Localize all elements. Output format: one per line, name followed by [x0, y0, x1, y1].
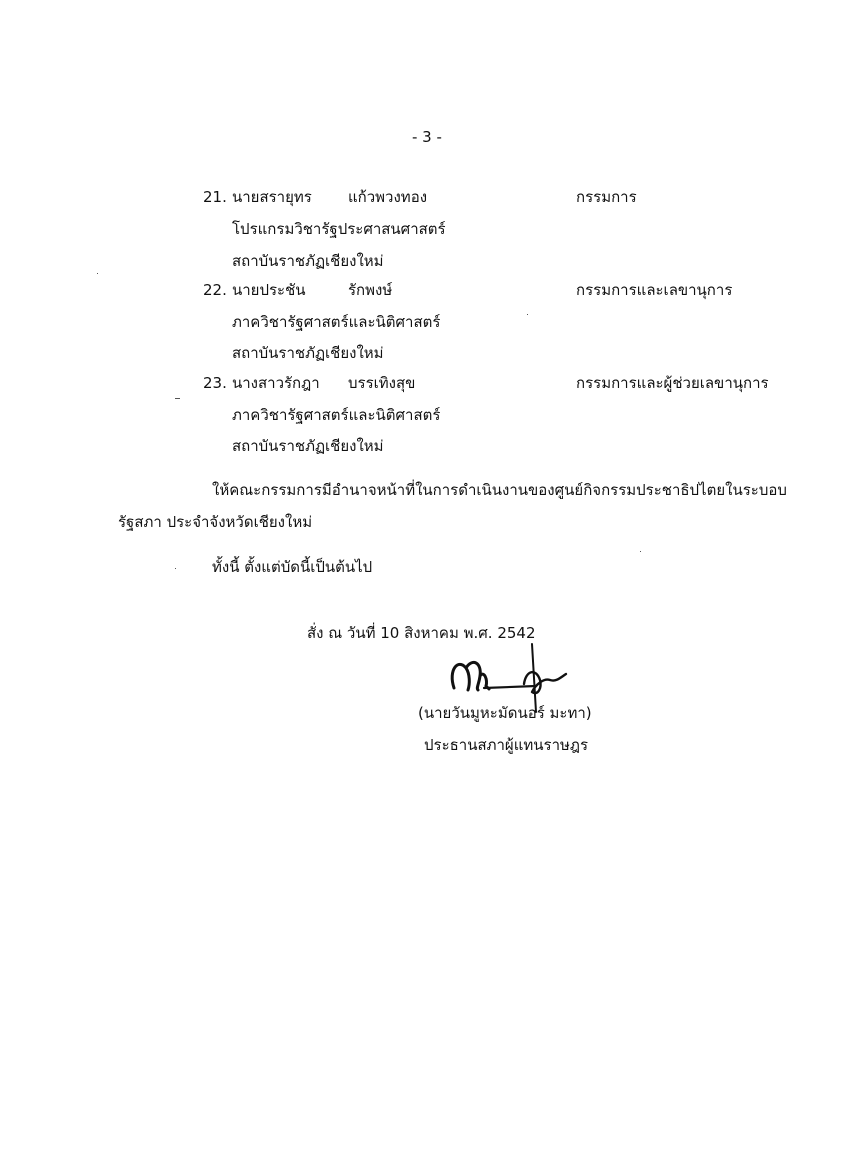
- page-number: - 3 -: [412, 128, 442, 146]
- signatory-title: ประธานสภาผู้แทนราษฎร: [424, 736, 589, 754]
- member-first-name: นายประชัน: [232, 281, 306, 299]
- duty-paragraph-line2: รัฐสภา ประจำจังหวัดเชียงใหม่: [118, 513, 313, 531]
- scan-speck: [175, 398, 180, 399]
- duty-paragraph-line1: ให้คณะกรรมการมีอำนาจหน้าที่ในการดำเนินงานของศูนย์กิจกรรมประชาธิปไตยในระบอบ: [212, 481, 787, 499]
- member-number: 22.: [203, 281, 227, 299]
- member-last-name: รักพงษ์: [348, 281, 393, 299]
- member-institution: สถาบันราชภัฏเชียงใหม่: [232, 252, 384, 270]
- member-position: กรรมการและผู้ช่วยเลขานุการ: [576, 374, 769, 392]
- scan-speck: [97, 273, 98, 274]
- member-department: ภาควิชารัฐศาสตร์และนิติศาสตร์: [232, 406, 441, 424]
- effective-clause: ทั้งนี้ ตั้งแต่บัดนี้เป็นต้นไป: [212, 558, 373, 576]
- member-last-name: บรรเทิงสุข: [348, 374, 416, 392]
- member-institution: สถาบันราชภัฏเชียงใหม่: [232, 437, 384, 455]
- scan-speck: [640, 551, 641, 552]
- signatory-name: (นายวันมูหะมัดนอร์ มะทา): [418, 704, 592, 722]
- member-department: โปรแกรมวิชารัฐประศาสนศาสตร์: [232, 220, 446, 238]
- order-date: สั่ง ณ วันที่ 10 สิงหาคม พ.ศ. 2542: [307, 624, 536, 642]
- member-first-name: นางสาวรักฎา: [232, 374, 320, 392]
- member-department: ภาควิชารัฐศาสตร์และนิติศาสตร์: [232, 313, 441, 331]
- scan-speck: [175, 568, 176, 569]
- member-last-name: แก้วพวงทอง: [348, 188, 428, 206]
- member-first-name: นายสรายุทร: [232, 188, 312, 206]
- member-position: กรรมการและเลขานุการ: [576, 281, 733, 299]
- scan-speck: [527, 314, 528, 315]
- member-position: กรรมการ: [576, 188, 637, 206]
- member-institution: สถาบันราชภัฏเชียงใหม่: [232, 344, 384, 362]
- member-number: 23.: [203, 374, 227, 392]
- member-number: 21.: [203, 188, 227, 206]
